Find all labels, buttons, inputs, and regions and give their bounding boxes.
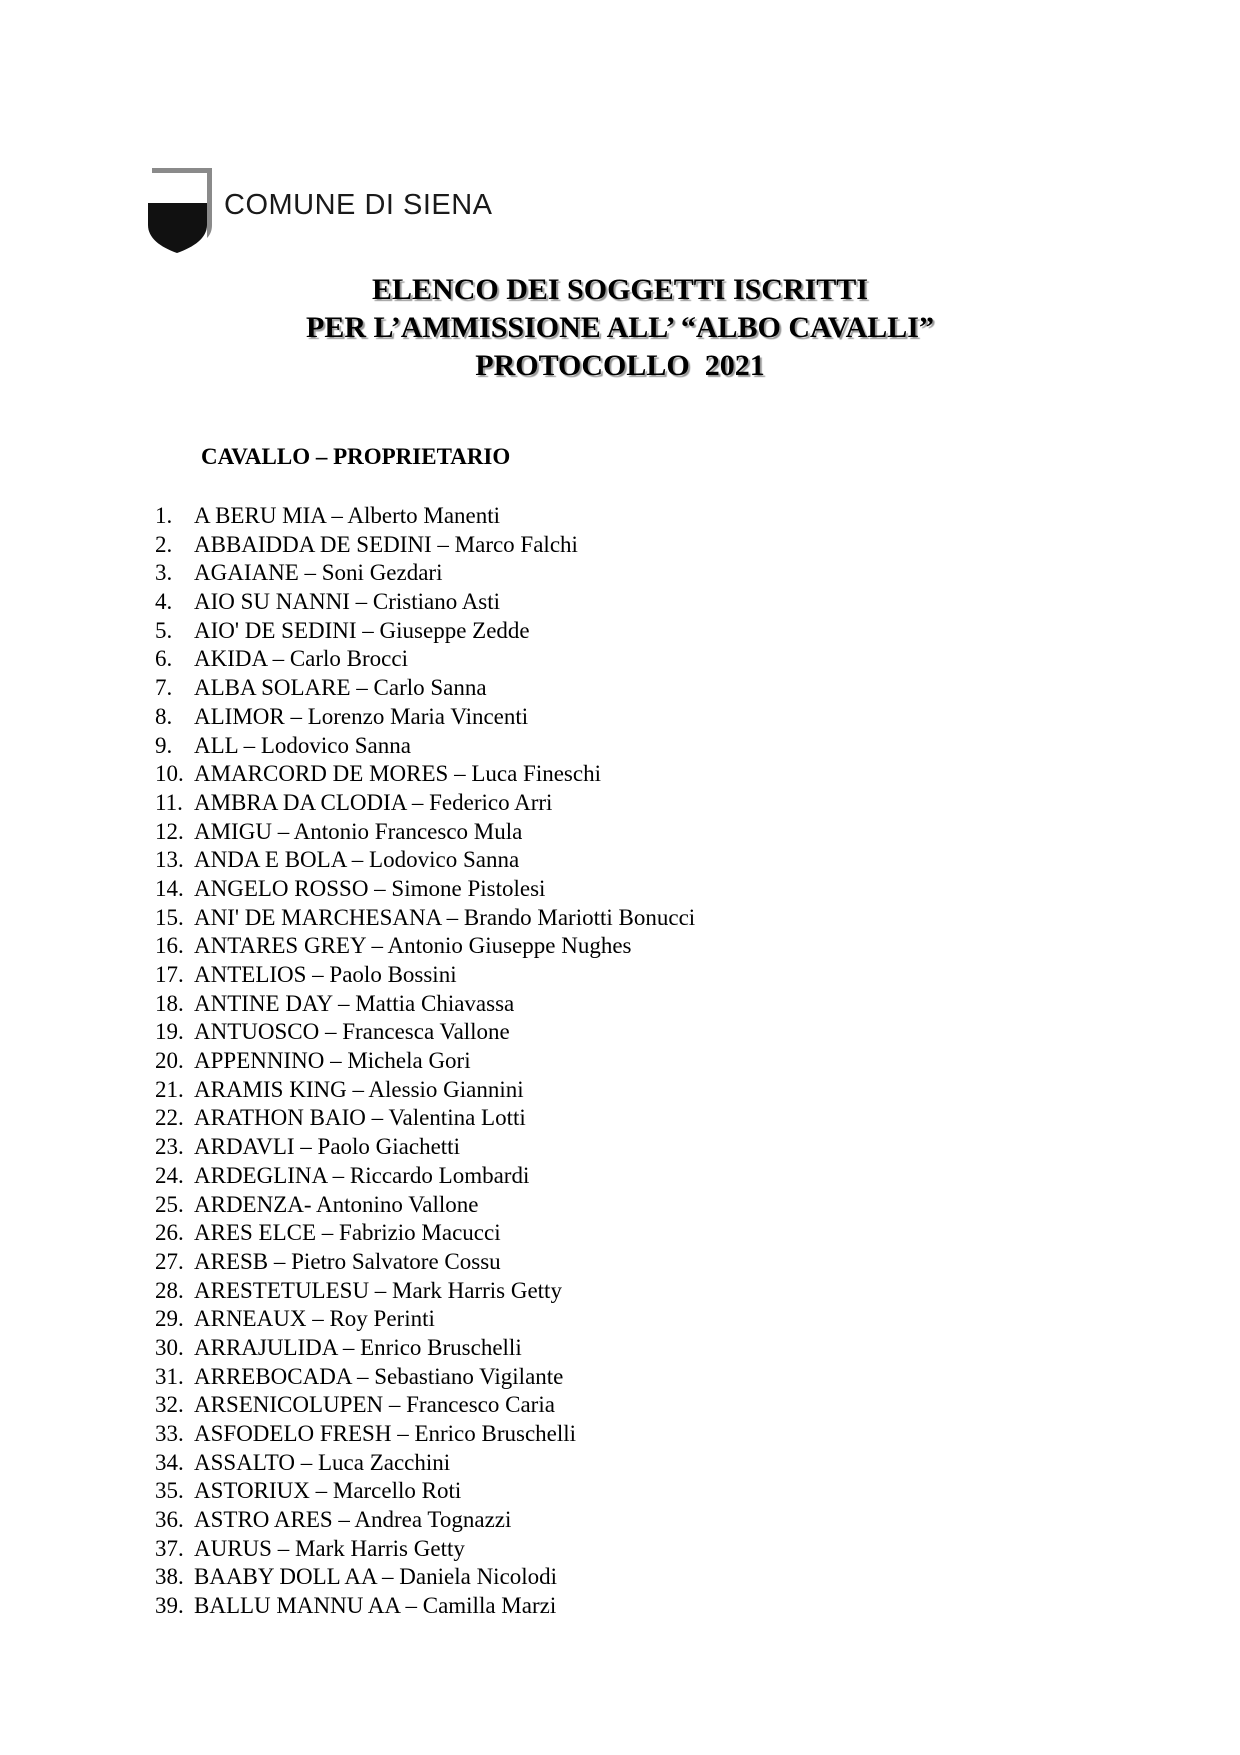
title-line-1: ELENCO DEI SOGGETTI ISCRITTI xyxy=(372,273,868,306)
list-item-number: 35. xyxy=(155,1478,184,1504)
list-item xyxy=(155,1592,695,1621)
list-item-number: 15. xyxy=(155,904,184,930)
list-item xyxy=(155,1363,695,1392)
list-item-text: ANTINE DAY – Mattia Chiavassa xyxy=(194,990,515,1016)
list-item xyxy=(155,1420,695,1449)
list-item xyxy=(155,1563,695,1592)
list-item xyxy=(155,1535,695,1564)
list-item-text: ARDENZA- Antonino Vallone xyxy=(194,1191,479,1217)
list-item xyxy=(155,789,695,818)
list-item xyxy=(155,818,695,847)
list-item-number: 7. xyxy=(155,675,173,701)
list-item-text: ANDA E BOLA – Lodovico Sanna xyxy=(194,847,520,873)
list-item-text: AIO' DE SEDINI – Giuseppe Zedde xyxy=(194,617,530,643)
list-item xyxy=(155,559,695,588)
list-item-number: 37. xyxy=(155,1535,184,1561)
siena-shield-icon xyxy=(146,165,216,255)
list-item xyxy=(155,1133,695,1162)
list-item-number: 17. xyxy=(155,962,184,987)
list-item-number: 25. xyxy=(155,1191,184,1217)
list-item-number: 31. xyxy=(155,1363,184,1389)
list-item-text: AMIGU – Antonio Francesco Mula xyxy=(194,818,523,844)
list-item xyxy=(155,674,695,703)
list-item xyxy=(155,617,695,646)
list-item-text: AMBRA DA CLODIA – Federico Arri xyxy=(194,789,553,815)
list-item-text: ASTORIUX – Marcello Roti xyxy=(194,1478,462,1504)
list-item-number: 5. xyxy=(155,617,173,643)
list-item-text: ANTELIOS – Paolo Bossini xyxy=(194,962,457,987)
list-item xyxy=(155,1506,695,1535)
list-item-text: ARESB – Pietro Salvatore Cossu xyxy=(194,1248,501,1274)
list-item-number: 12. xyxy=(155,818,184,844)
list-item-text: AURUS – Mark Harris Getty xyxy=(194,1535,465,1561)
list-item-text: ANTARES GREY – Antonio Giuseppe Nughes xyxy=(194,933,632,959)
horse-owner-list xyxy=(155,502,695,1621)
list-item-text: BALLU MANNU AA – Camilla Marzi xyxy=(194,1593,557,1619)
list-item-number: 8. xyxy=(155,703,173,729)
list-item xyxy=(155,760,695,789)
list-item xyxy=(155,1076,695,1105)
list-item-text: ARAMIS KING – Alessio Giannini xyxy=(194,1076,524,1102)
list-item xyxy=(155,932,695,961)
list-item-text: ARRAJULIDA – Enrico Bruschelli xyxy=(194,1334,522,1360)
list-item xyxy=(155,1449,695,1478)
list-item-text: ARREBOCADA – Sebastiano Vigilante xyxy=(194,1363,564,1389)
list-item xyxy=(155,1018,695,1047)
list-item-number: 38. xyxy=(155,1564,184,1590)
list-item-text: ANGELO ROSSO – Simone Pistolesi xyxy=(194,875,546,901)
list-item-text: BAABY DOLL AA – Daniela Nicolodi xyxy=(194,1564,558,1590)
list-item-text: ALBA SOLARE – Carlo Sanna xyxy=(194,675,487,701)
list-item-text: ANI' DE MARCHESANA – Brando Mariotti Bonucci xyxy=(194,904,696,930)
list-item-text: ALIMOR – Lorenzo Maria Vincenti xyxy=(194,703,529,729)
list-item-text: ARDAVLI – Paolo Giachetti xyxy=(194,1134,460,1160)
list-item xyxy=(155,1104,695,1133)
list-item-number: 32. xyxy=(155,1392,184,1418)
list-item-text: ALL – Lodovico Sanna xyxy=(194,732,411,758)
list-item-number: 30. xyxy=(155,1334,184,1360)
list-item xyxy=(155,1047,695,1076)
list-item-number: 20. xyxy=(155,1048,184,1074)
list-item xyxy=(155,1391,695,1420)
list-item xyxy=(155,531,695,560)
document-title xyxy=(0,271,1240,385)
list-item xyxy=(155,1162,695,1191)
list-item-number: 4. xyxy=(155,589,173,615)
logo-text: COMUNE DI SIENA xyxy=(224,189,493,221)
list-item-text: ARNEAUX – Roy Perinti xyxy=(194,1306,435,1332)
list-item-number: 10. xyxy=(155,761,184,787)
list-item-text: ARSENICOLUPEN – Francesco Caria xyxy=(194,1392,555,1418)
list-item-text: ARATHON BAIO – Valentina Lotti xyxy=(194,1105,526,1131)
list-item-number: 33. xyxy=(155,1421,184,1446)
list-item xyxy=(155,961,695,990)
list-item-text: AMARCORD DE MORES – Luca Fineschi xyxy=(194,761,601,787)
list-item-number: 24. xyxy=(155,1162,184,1188)
list-item-number: 2. xyxy=(155,531,173,557)
list-item-number: 27. xyxy=(155,1248,184,1274)
list-item-text: APPENNINO – Michela Gori xyxy=(194,1048,471,1074)
list-item-number: 29. xyxy=(155,1306,184,1332)
list-item-text: A BERU MIA – Alberto Manenti xyxy=(194,503,501,528)
list-item xyxy=(155,1277,695,1306)
list-item-number: 34. xyxy=(155,1449,184,1475)
list-item xyxy=(155,990,695,1019)
list-item-text: ARDEGLINA – Riccardo Lombardi xyxy=(194,1162,530,1188)
list-item xyxy=(155,904,695,933)
title-line-3: PROTOCOLLO 2021 xyxy=(475,349,765,382)
list-item-text: ANTUOSCO – Francesca Vallone xyxy=(194,1019,510,1045)
list-item-number: 1. xyxy=(155,503,173,528)
list-item xyxy=(155,732,695,761)
list-item-number: 9. xyxy=(155,732,173,758)
list-item-text: ASSALTO – Luca Zacchini xyxy=(194,1449,451,1475)
list-item-text: AIO SU NANNI – Cristiano Asti xyxy=(194,589,501,615)
list-item xyxy=(155,875,695,904)
list-item-number: 16. xyxy=(155,933,184,959)
list-item-text: ASFODELO FRESH – Enrico Bruschelli xyxy=(194,1421,577,1446)
title-line-2: PER L’AMMISSIONE ALL’ “ALBO CAVALLI” xyxy=(306,311,934,344)
list-item-number: 22. xyxy=(155,1105,184,1131)
list-item-text: ASTRO ARES – Andrea Tognazzi xyxy=(194,1507,512,1533)
list-item-number: 23. xyxy=(155,1134,184,1160)
list-item xyxy=(155,1248,695,1277)
section-heading: CAVALLO – PROPRIETARIO xyxy=(201,444,511,469)
list-item xyxy=(155,645,695,674)
list-item xyxy=(155,1191,695,1220)
list-item-text: ABBAIDDA DE SEDINI – Marco Falchi xyxy=(194,531,578,557)
list-item-number: 11. xyxy=(155,789,183,815)
list-item-number: 39. xyxy=(155,1593,184,1619)
comune-di-siena-logo xyxy=(146,165,493,255)
list-item-number: 6. xyxy=(155,646,173,672)
list-item-number: 13. xyxy=(155,847,184,873)
list-item xyxy=(155,588,695,617)
list-item-number: 21. xyxy=(155,1076,184,1102)
list-item xyxy=(155,1477,695,1506)
list-item xyxy=(155,703,695,732)
list-item-text: AKIDA – Carlo Brocci xyxy=(194,646,408,672)
list-item-text: ARESTETULESU – Mark Harris Getty xyxy=(194,1277,562,1303)
list-item xyxy=(155,1334,695,1363)
list-item-number: 28. xyxy=(155,1277,184,1303)
list-item xyxy=(155,846,695,875)
list-item xyxy=(155,502,695,531)
list-item xyxy=(155,1305,695,1334)
list-item-number: 26. xyxy=(155,1220,184,1246)
list-item-number: 14. xyxy=(155,875,184,901)
list-item-number: 3. xyxy=(155,560,173,586)
list-item-text: AGAIANE – Soni Gezdari xyxy=(194,560,443,586)
list-item-text: ARES ELCE – Fabrizio Macucci xyxy=(194,1220,501,1246)
list-item xyxy=(155,1219,695,1248)
list-item-number: 18. xyxy=(155,990,184,1016)
list-item-number: 36. xyxy=(155,1507,184,1533)
list-item-number: 19. xyxy=(155,1019,184,1045)
